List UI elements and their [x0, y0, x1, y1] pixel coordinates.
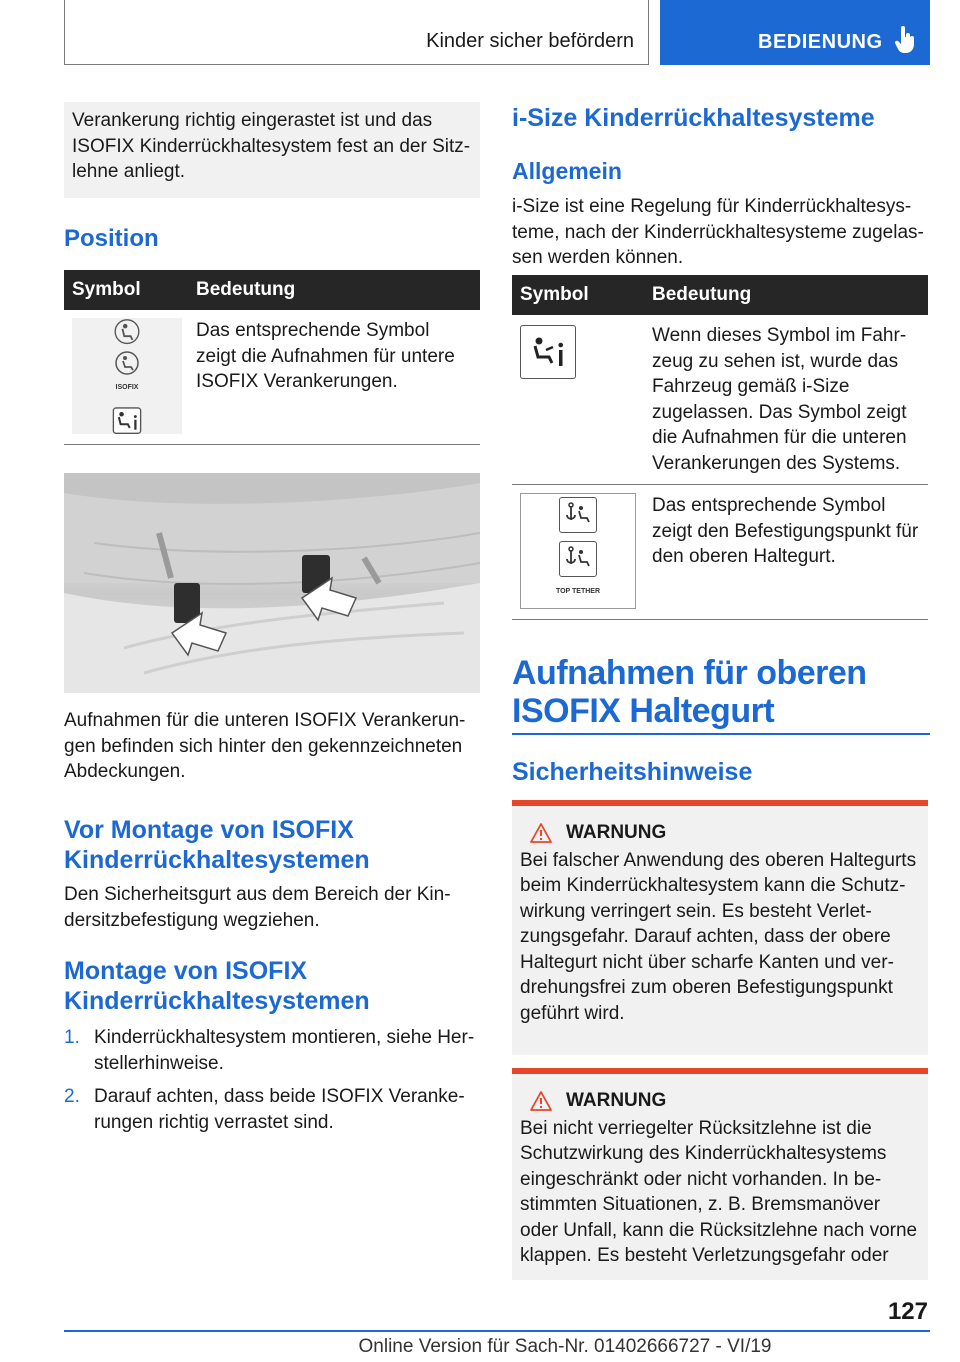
general-heading: Allgemein	[512, 158, 622, 184]
warning-text: Bei nicht verriegelter Rücksitzlehne ist die Schutzwirkung des Kinderrückhaltesystems eingeschränkt oder nicht vorhanden. In bestimmten Situationen, z. B. Bremsmanöver oder Unfall, kann die Rücksitzlehne nach vorne klappen. Es besteht Verletzungsgefahr oder	[520, 1117, 918, 1266]
mount-steps	[64, 1025, 480, 1143]
footer-text	[0, 1336, 960, 1358]
safety-heading: Sicherheitshinweise	[512, 758, 753, 786]
photo-caption: Aufnahmen für die unteren ISOFIX Verankerungen befinden sich hinter den gekennzeichneten Abdeckungen.	[64, 710, 466, 782]
warning-box	[512, 1068, 928, 1280]
warning-triangle-icon	[530, 1091, 552, 1111]
hand-pointer-icon	[894, 26, 916, 54]
isize-heading: i-Size Kinderrückhaltesysteme	[512, 104, 875, 132]
mount-heading: Montage von ISOFIX Kinderrückhaltesystemen	[64, 957, 370, 1015]
isofix-symbols	[72, 318, 182, 434]
list-item	[64, 1084, 480, 1135]
position-table	[64, 270, 480, 445]
warning-title	[520, 820, 920, 846]
header-tab-bedienung[interactable]	[660, 0, 930, 65]
before-mount-heading: Vor Montage von ISOFIX Kinderrückhaltesystemen	[64, 816, 370, 874]
table-header-meaning: Bedeutung	[644, 275, 928, 315]
warning-triangle-icon	[530, 823, 552, 843]
table-header-symbol: Symbol	[512, 275, 644, 315]
position-heading: Position	[64, 225, 159, 252]
rear-seat-illustration	[64, 473, 480, 693]
isofix-seat-small-icon	[114, 351, 140, 375]
before-mount-text: Den Sicherheitsgurt aus dem Bereich der Kindersitzbefestigung wegziehen.	[64, 884, 451, 931]
isize-seat-icon	[111, 407, 143, 434]
general-text: i-Size ist eine Regelung für Kinderrückhaltesysteme, nach der Kinderrückhaltesysteme zugelassen werden können.	[512, 196, 924, 268]
note-box: Verankerung richtig eingerastet ist und das ISOFIX Kinderrückhaltesystem fest an der Sitzlehne anliegt.	[64, 102, 480, 198]
upper-tether-heading: Aufnahmen für oberen ISOFIX Haltegurt	[512, 654, 867, 730]
warning-title-text: WARNUNG	[566, 1090, 667, 1111]
anchor-seat-icon	[559, 497, 597, 533]
footer-divider	[64, 1330, 930, 1332]
warning-title-text: WARNUNG	[566, 822, 667, 843]
table-row	[512, 315, 928, 485]
top-tether-label: TOP TETHER	[555, 588, 601, 596]
header-section-box	[64, 0, 649, 65]
top-tether-symbols	[520, 493, 636, 609]
table-row	[512, 485, 928, 620]
list-item	[64, 1025, 480, 1076]
warning-box	[512, 800, 928, 1055]
isofix-seat-icon	[112, 318, 142, 345]
table-header-symbol: Symbol	[64, 270, 188, 310]
top-tether-icon	[559, 541, 597, 577]
heading-divider	[512, 733, 930, 735]
isofix-seat-photo	[64, 473, 480, 693]
step-number: 1.	[64, 1027, 80, 1048]
table-cell-meaning: Das entsprechende Symbol zeigt die Aufnahmen für untere ISOFIX Verankerungen.	[188, 310, 480, 445]
warning-text: Bei falscher Anwendung des oberen Haltegurts beim Kinderrückhaltesystem kann die Schutzwirkung verringert sein. Es besteht Verletzungsgefahr. Darauf achten, dass der obere Haltegurt nicht über scharfe Kanten und verdrehungsfrei zum oberen Befestigungspunkt geführt wird.	[520, 849, 917, 1024]
step-text: Darauf achten, dass beide ISOFIX Verankerungen richtig verrastet sind.	[94, 1086, 465, 1133]
isize-table	[512, 275, 928, 620]
step-number: 2.	[64, 1086, 80, 1107]
step-text: Kinderrückhaltesystem montieren, siehe Herstellerhinweise.	[94, 1027, 475, 1074]
table-header-meaning: Bedeutung	[188, 270, 480, 310]
footer-version: Online Version für Sach-Nr. 01402666727 - VI/19	[358, 1336, 772, 1357]
header-section-title: Kinder sicher befördern	[426, 30, 634, 52]
isofix-label: ISOFIX	[115, 384, 139, 392]
table-cell-meaning: Wenn dieses Symbol im Fahrzeug zu sehen ist, wurde das Fahrzeug gemäß i-Size zugelassen. Das Symbol zeigt die Aufnahmen für die unteren Verankerungen des Systems.	[644, 315, 928, 485]
table-row	[64, 310, 480, 445]
table-cell-meaning: Das entsprechende Symbol zeigt den Befestigungspunkt für den oberen Haltegurt.	[644, 485, 928, 620]
header-tab-label: BEDIENUNG	[758, 31, 883, 53]
isize-seat-icon	[520, 325, 576, 379]
warning-title	[520, 1088, 920, 1114]
page-number: 127	[887, 1298, 928, 1325]
